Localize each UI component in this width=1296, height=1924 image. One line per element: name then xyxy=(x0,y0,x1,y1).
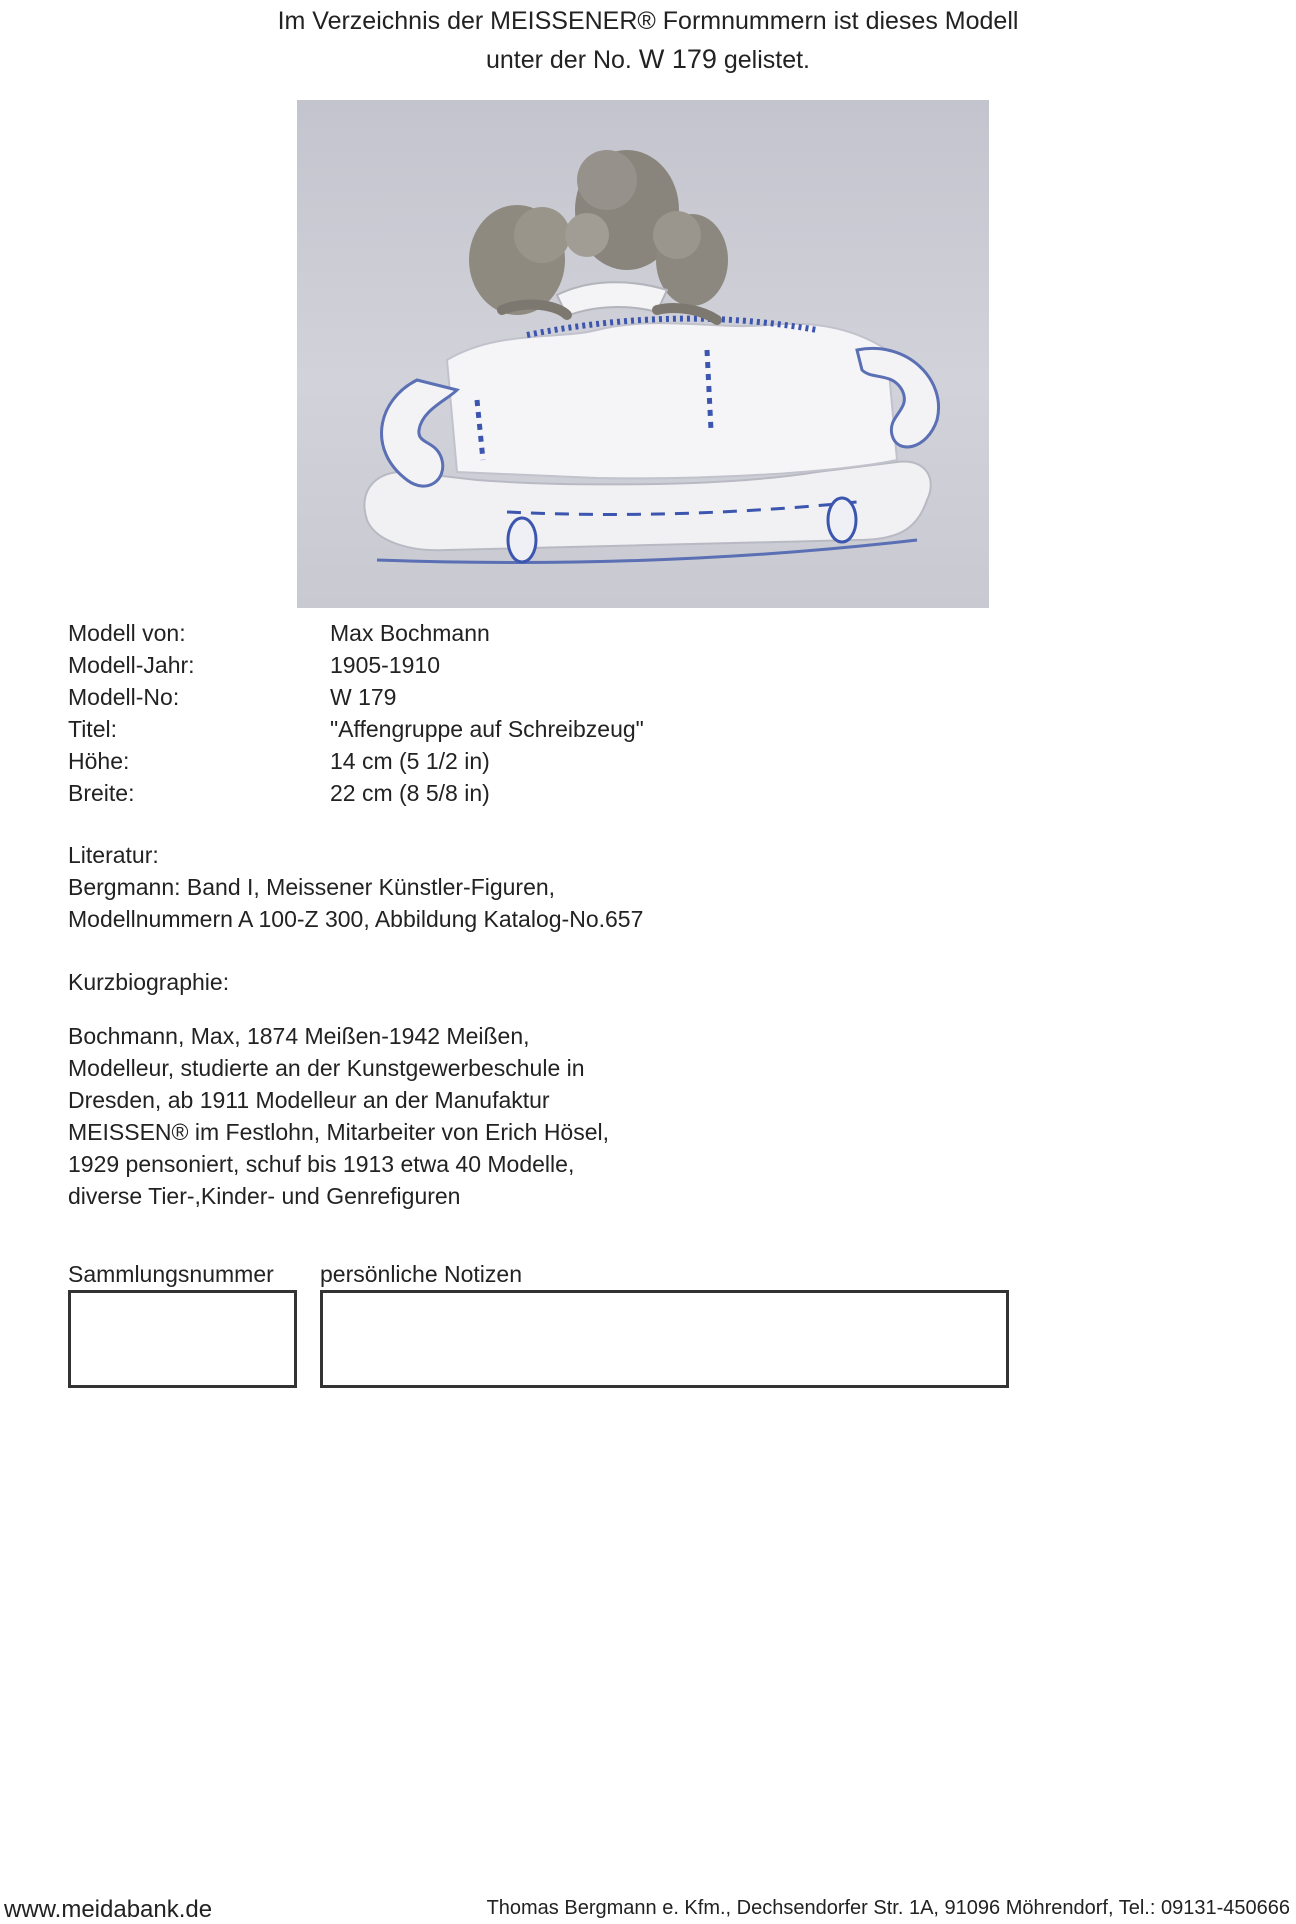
detail-label: Höhe: xyxy=(68,748,130,774)
biography-line: Modelleur, studierte an der Kunstgewerbeschule in xyxy=(68,1055,585,1081)
biography-line: MEISSEN® im Festlohn, Mitarbeiter von Erich Hösel, xyxy=(68,1119,610,1145)
literature-heading: Literatur: xyxy=(68,842,159,868)
collection-number-field[interactable] xyxy=(68,1290,297,1388)
literature-text xyxy=(68,871,643,935)
header-line-2-prefix: unter der No. xyxy=(485,46,632,74)
detail-value: W 179 xyxy=(330,684,397,710)
personal-notes-label: persönliche Notizen xyxy=(320,1261,523,1287)
biography-line: Dresden, ab 1911 Modelleur an der Manufaktur xyxy=(68,1087,550,1113)
literature-line: Bergmann: Band I, Meissener Künstler-Figuren, xyxy=(68,874,556,900)
header-model-number: W 179 xyxy=(638,44,717,74)
biography-line: 1929 pensoniert, schuf bis 1913 etwa 40 Modelle, xyxy=(68,1151,575,1177)
header-line-2-suffix: gelistet. xyxy=(723,46,811,74)
detail-value: 14 cm (5 1/2 in) xyxy=(330,748,490,774)
detail-label: Modell von: xyxy=(68,620,186,646)
header-line-1: Im Verzeichnis der MEISSENER® Formnummern ist dieses Modell xyxy=(277,7,1019,35)
product-photo xyxy=(297,100,989,608)
biography-line: diverse Tier-,Kinder- und Genrefiguren xyxy=(68,1183,461,1209)
header-line-2 xyxy=(0,40,1296,79)
detail-row-width xyxy=(68,777,644,809)
detail-value: 1905-1910 xyxy=(330,652,440,678)
detail-label: Titel: xyxy=(68,716,117,742)
footer-website-link[interactable]: www.meidabank.de xyxy=(4,1896,213,1923)
detail-value: "Affengruppe auf Schreibzeug" xyxy=(330,716,644,742)
biography-heading: Kurzbiographie: xyxy=(68,969,230,995)
biography-text xyxy=(68,1020,609,1212)
detail-value: Max Bochmann xyxy=(330,620,490,646)
biography-line: Bochmann, Max, 1874 Meißen-1942 Meißen, xyxy=(68,1023,530,1049)
literature-line: Modellnummern A 100-Z 300, Abbildung Katalog-No.657 xyxy=(68,906,644,932)
detail-label: Breite: xyxy=(68,780,135,806)
page-header xyxy=(0,0,1296,79)
detail-row-model-year xyxy=(68,649,644,681)
detail-row-height xyxy=(68,745,644,777)
detail-row-model-no xyxy=(68,681,644,713)
detail-row-model-by xyxy=(68,617,644,649)
collection-number-label: Sammlungsnummer xyxy=(68,1261,274,1287)
footer-address: Thomas Bergmann e. Kfm., Dechsendorfer Str. 1A, 91096 Möhrendorf, Tel.: 09131-450666 xyxy=(486,1897,1290,1919)
detail-row-title xyxy=(68,713,644,745)
detail-label: Modell-Jahr: xyxy=(68,652,195,678)
personal-notes-field[interactable] xyxy=(320,1290,1009,1388)
details-table xyxy=(68,617,644,809)
detail-label: Modell-No: xyxy=(68,684,180,710)
detail-value: 22 cm (8 5/8 in) xyxy=(330,780,490,806)
